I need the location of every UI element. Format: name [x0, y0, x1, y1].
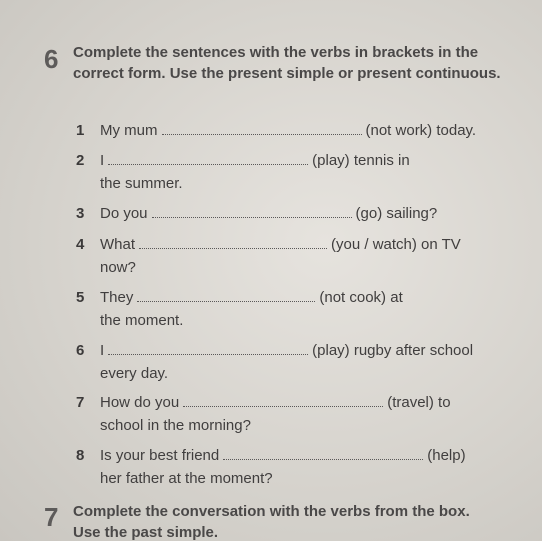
sentence-item-1	[76, 118, 526, 142]
item-number: 7	[76, 394, 85, 411]
sentence-start: What	[100, 236, 136, 253]
item-number: 8	[76, 447, 85, 464]
exercise-6-number: 6	[44, 44, 59, 74]
exercise-7-number: 7	[44, 502, 59, 532]
sentence-end: (travel) to	[387, 394, 451, 411]
sentence-item-2	[76, 148, 526, 196]
sentence-continuation: every day.	[100, 365, 169, 382]
item-number: 2	[76, 152, 85, 169]
sentence-continuation: school in the morning?	[100, 417, 251, 434]
sentence-end: (play) tennis in	[312, 152, 410, 169]
sentence-continuation: her father at the moment?	[100, 470, 273, 487]
answer-blank[interactable]	[223, 443, 423, 460]
exercise-7-instruction: Complete the conversation with the verbs from the box. Use the past simple.	[73, 503, 470, 541]
sentence-start: Do you	[100, 205, 148, 222]
answer-blank[interactable]	[139, 232, 327, 249]
sentence-start: I	[100, 342, 105, 359]
sentence-end: (help)	[427, 447, 466, 464]
sentence-item-8	[76, 443, 526, 491]
answer-blank[interactable]	[108, 148, 308, 165]
sentence-item-5	[76, 285, 526, 333]
sentence-continuation: the summer.	[100, 175, 183, 192]
sentence-start: My mum	[100, 122, 158, 139]
answer-blank[interactable]	[137, 285, 315, 302]
sentence-start: I	[100, 152, 105, 169]
exercise-6-instruction: Complete the sentences with the verbs in brackets in the correct form. Use the present simple or present continuous.	[73, 44, 501, 82]
sentence-item-7	[76, 390, 526, 438]
item-number: 1	[76, 122, 85, 139]
sentence-start: They	[100, 289, 134, 306]
sentence-end: (play) rugby after school	[312, 342, 474, 359]
item-number: 3	[76, 205, 85, 222]
sentence-item-3	[76, 201, 526, 225]
item-number: 6	[76, 342, 85, 359]
sentence-end: (you / watch) on TV	[331, 236, 461, 253]
answer-blank[interactable]	[152, 201, 352, 218]
sentence-end: (not work) today.	[365, 122, 477, 139]
item-number: 4	[76, 236, 85, 253]
sentence-start: How do you	[100, 394, 180, 411]
answer-blank[interactable]	[183, 390, 383, 407]
sentence-end: (go) sailing?	[355, 205, 438, 222]
answer-blank[interactable]	[162, 118, 362, 135]
sentence-item-4	[76, 232, 526, 280]
sentence-continuation: the moment.	[100, 312, 184, 329]
answer-blank[interactable]	[108, 338, 308, 355]
sentence-continuation: now?	[100, 259, 136, 276]
sentence-start: Is your best friend	[100, 447, 220, 464]
item-number: 5	[76, 289, 85, 306]
sentence-item-6	[76, 338, 526, 386]
sentence-end: (not cook) at	[319, 289, 403, 306]
